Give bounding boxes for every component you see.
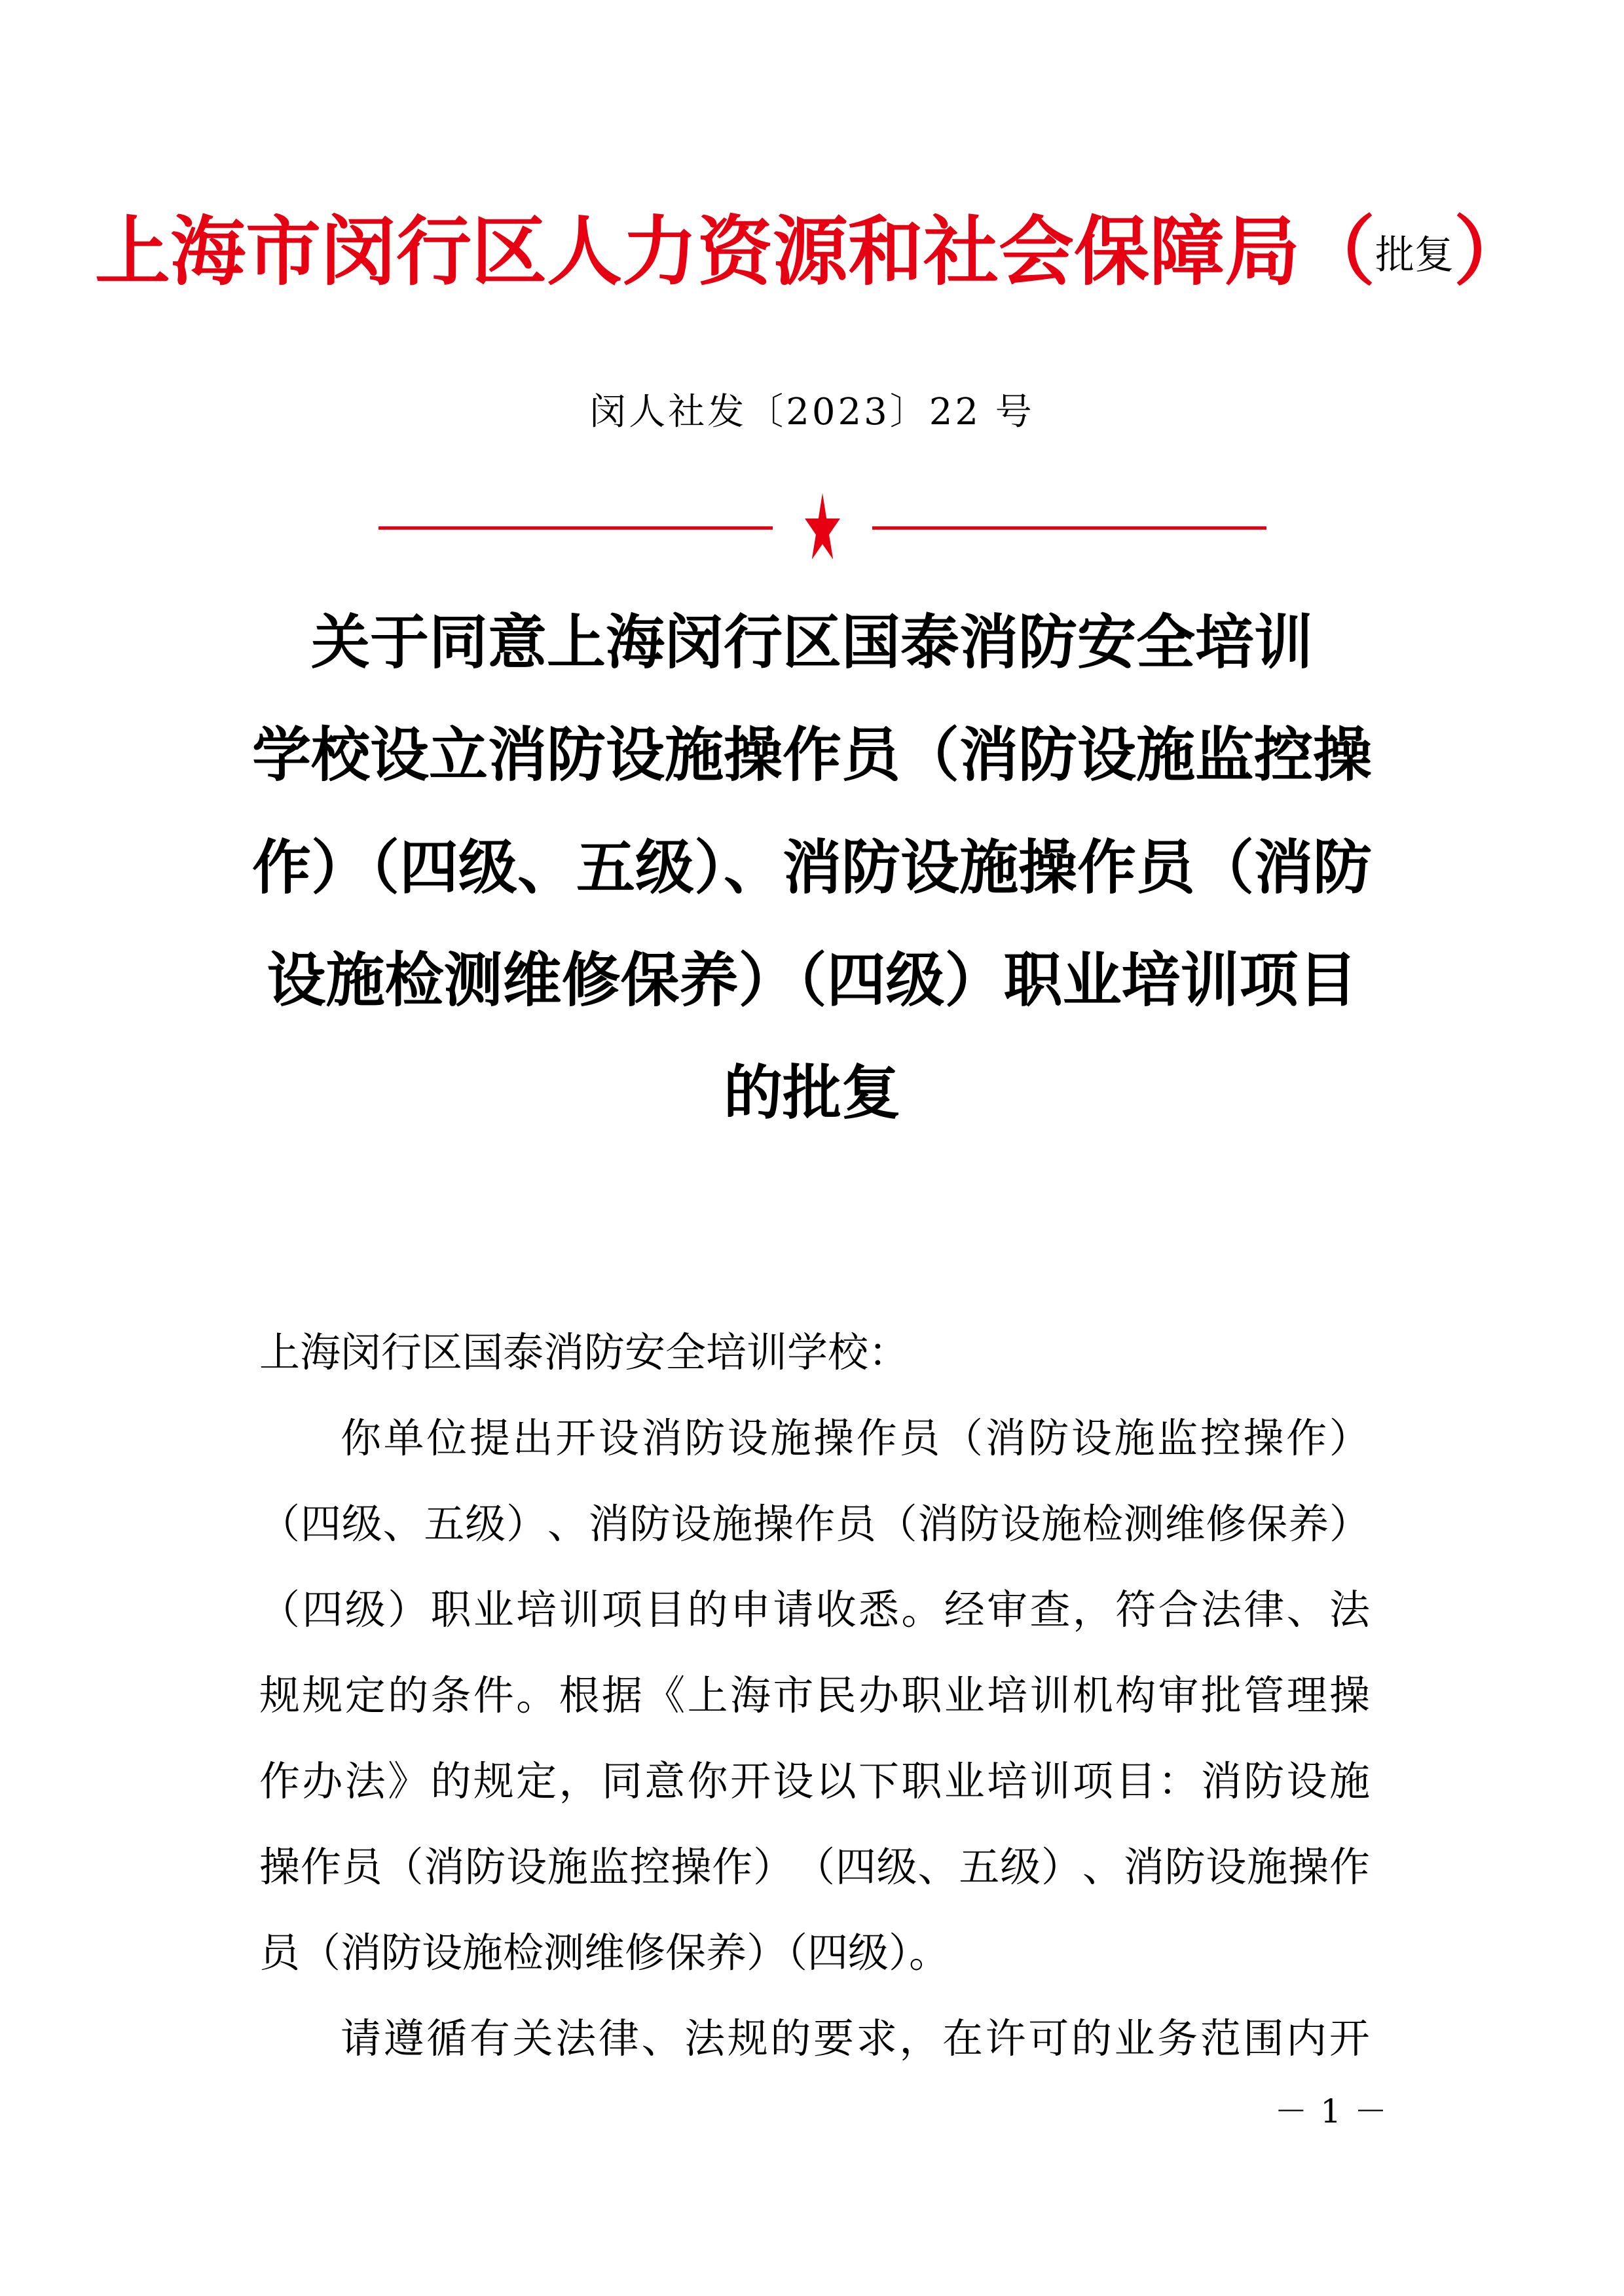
title-line: 学校设立消防设施操作员（消防设施监控操 — [252, 720, 1372, 790]
title-line: 的批复 — [724, 1058, 900, 1127]
agency-name: 上海市闵行区人力资源和社会保障局 — [94, 208, 1300, 296]
star-icon — [804, 493, 841, 562]
title-line: 设施检测维修保养）（四级）职业培训项目 — [267, 945, 1357, 1015]
body-line: 操 作 员 （ 消 防 设 施 监 控 操 作 ） （ 四 级 、 五 级 ） 、 消 防 设 施 操 作 — [259, 1843, 1370, 1891]
body-line: （ 四 级 、 五 级 ） 、 消 防 设 施 操 作 员 （ 消 防 设 施 检 测 维 修 保 养 ） — [259, 1500, 1370, 1548]
body-text — [259, 1309, 1370, 2081]
body-line: 上海闵行区国泰消防安全培训学校： — [259, 1328, 910, 1376]
page-number: － 1 － — [1274, 2092, 1388, 2130]
title-line: 作）（四级、五级）、消防设施操作员（消防 — [252, 833, 1372, 902]
doc-type-label: 批复 — [1375, 232, 1454, 278]
header-paren-close: ） — [1454, 208, 1530, 296]
divider-line-left — [378, 526, 773, 530]
body-line: 作 办 法 》 的 规 定 ， 同 意 你 开 设 以 下 职 业 培 训 项 目 ： 消 防 设 施 — [259, 1757, 1370, 1805]
body-line: 员（消防设施检测维修保养）（四级）。 — [259, 1929, 950, 1977]
doc-number: 闵人社发〔2023〕22 号 — [589, 391, 1035, 433]
body-line: 你 单 位 提 出 开 设 消 防 设 施 操 作 员 （ 消 防 设 施 监 控 操 作 ） — [341, 1414, 1370, 1462]
title-line: 关于同意上海闵行区国泰消防安全培训 — [311, 608, 1313, 677]
agency-header — [0, 196, 1624, 311]
divider-line-right — [872, 526, 1266, 530]
header-paren-open: （ — [1299, 208, 1375, 296]
body-line: 请 遵 循 有 关 法 律 、 法 规 的 要 求 ， 在 许 可 的 业 务 范 围 内 开 — [341, 2014, 1370, 2062]
body-line: （ 四 级 ） 职 业 培 训 项 目 的 申 请 收 悉 。 经 审 查 ， 符 合 法 律 、 法 — [259, 1586, 1370, 1633]
document-title — [0, 586, 1624, 1149]
body-line: 规 规 定 的 条 件 。 根 据 《 上 海 市 民 办 职 业 培 训 机 构 审 批 管 理 操 — [259, 1671, 1370, 1719]
red-divider — [378, 491, 1266, 564]
